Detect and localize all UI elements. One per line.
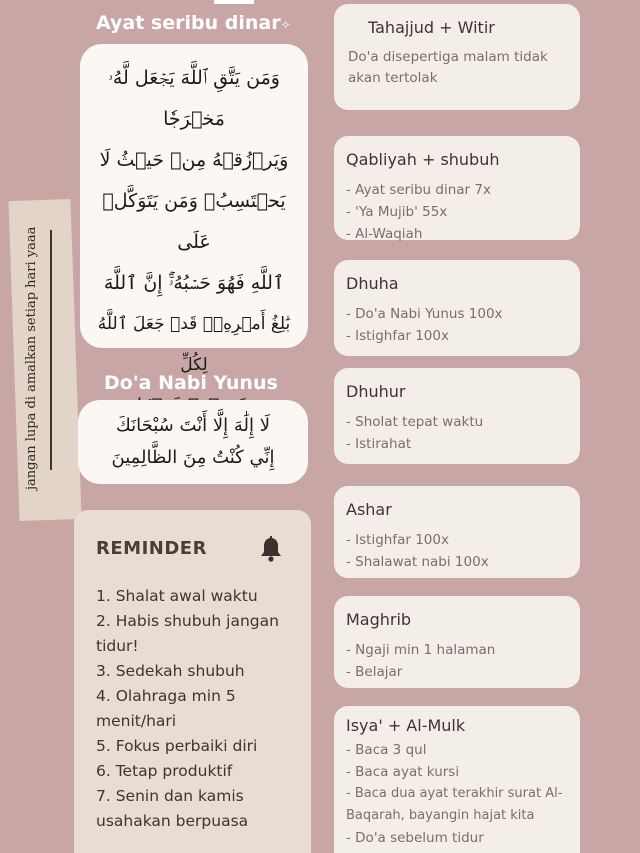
ayat-line: يَحۡتَسِبُۚ وَمَن يَتَوَكَّلۡ عَلَى: [102, 190, 286, 253]
schedule-card-item: - Sholat tepat waktu: [346, 414, 484, 430]
schedule-card-title: Dhuhur: [346, 382, 406, 401]
schedule-card-title: Tahajjud + Witir: [368, 18, 495, 37]
reminder-item: 2. Habis shubuh jangan tidur!: [96, 612, 279, 655]
schedule-card-maghrib: [334, 596, 580, 688]
schedule-card-item: - Do'a sebelum tidur: [346, 830, 484, 846]
ayat-seribu-dinar-title-text: Ayat seribu dinar: [96, 12, 281, 34]
ayat-line: وَيَرۡزُقۡهُ مِنۡ حَيۡثُ لَا: [99, 149, 289, 171]
schedule-card-item: - Shalawat nabi 100x: [346, 554, 489, 570]
ayat-line: ٱللَّهِ فَهُوَ حَسۡبُهُۥٓۚ إِنَّ ٱللَّهَ: [103, 272, 285, 294]
schedule-card-item: - Istighfar 100x: [346, 532, 449, 548]
reminder-list: [96, 584, 296, 834]
schedule-card-item: - Al-Waqiah: [346, 226, 423, 242]
top-decoration: [214, 0, 254, 4]
schedule-card-ashar: [334, 486, 580, 578]
schedule-card-title: Ashar: [346, 500, 392, 519]
reminder-card: [74, 510, 311, 853]
side-note: jangan lupa di amalkan setiap hari yaaa: [24, 226, 39, 490]
schedule-card-tahajjud: [334, 4, 580, 110]
schedule-card-title: Isya' + Al-Mulk: [346, 716, 466, 735]
reminder-item: 5. Fokus perbaiki diri: [96, 737, 258, 755]
schedule-card-title: Dhuha: [346, 274, 399, 293]
side-divider-line: [50, 230, 52, 470]
schedule-card-isya-al-mulk: [334, 706, 580, 853]
reminder-item: 1. Shalat awal waktu: [96, 587, 258, 605]
schedule-card-item: - Istighfar 100x: [346, 328, 449, 344]
schedule-card-title: Qabliyah + shubuh: [346, 150, 500, 169]
schedule-card-dhuhur: [334, 368, 580, 464]
schedule-card-item: - Belajar: [346, 664, 403, 680]
paper-tape-decoration: [8, 199, 81, 521]
schedule-card-item: - Baca ayat kursi: [346, 764, 460, 780]
bell-icon: [259, 536, 283, 562]
ayat-seribu-dinar-card: [80, 44, 308, 375]
schedule-card-title: Maghrib: [346, 610, 412, 629]
doa-nabi-yunus-card: [78, 400, 308, 484]
schedule-card-item: - Baca 3 qul: [346, 742, 427, 758]
ayat-line: بَٰلِغُ أَمۡرِهِۦۚ قَدۡ جَعَلَ ٱللَّهُ لِكُلِّ: [97, 314, 291, 375]
schedule-card-qabliyah-shubuh: [334, 136, 580, 240]
schedule-card-item: - 'Ya Mujib' 55x: [346, 204, 448, 220]
reminder-item: 3. Sedekah shubuh: [96, 662, 245, 680]
schedule-card-item: - Do'a Nabi Yunus 100x: [346, 306, 503, 322]
schedule-card-dhuha: [334, 260, 580, 356]
doa-line: إِنِّي كُنْتُ مِنَ الظَّالِمِينَ: [111, 447, 275, 468]
reminder-item: 7. Senin dan kamis usahakan berpuasa: [96, 787, 249, 830]
ayat-line: مَخۡرَجٗا: [163, 108, 225, 130]
ayat-seribu-dinar-title: [96, 12, 291, 34]
ayat-line: وَمَن يَتَّقِ ٱللَّهَ يَجۡعَل لَّهُۥ: [108, 67, 280, 89]
schedule-card-desc: Do'a disepertiga malam tidak akan tertolak: [348, 49, 548, 86]
schedule-card-item: - Istirahat: [346, 436, 412, 452]
schedule-card-item: - Ayat seribu dinar 7x: [346, 182, 491, 198]
reminder-item: 4. Olahraga min 5 menit/hari: [96, 687, 236, 730]
sparkle-icon: ✧: [280, 18, 291, 32]
schedule-card-item: - Baca dua ayat terakhir surat Al-Baqarah, bayangin hajat kita: [346, 786, 563, 823]
doa-nabi-yunus-title: Do'a Nabi Yunus: [104, 372, 278, 394]
doa-line: لَا إِلَٰهَ إِلَّا أَنْتَ سُبْحَانَكَ: [115, 415, 271, 436]
reminder-title: REMINDER: [96, 538, 207, 559]
reminder-item: 6. Tetap produktif: [96, 762, 233, 780]
schedule-card-item: - Ngaji min 1 halaman: [346, 642, 496, 658]
